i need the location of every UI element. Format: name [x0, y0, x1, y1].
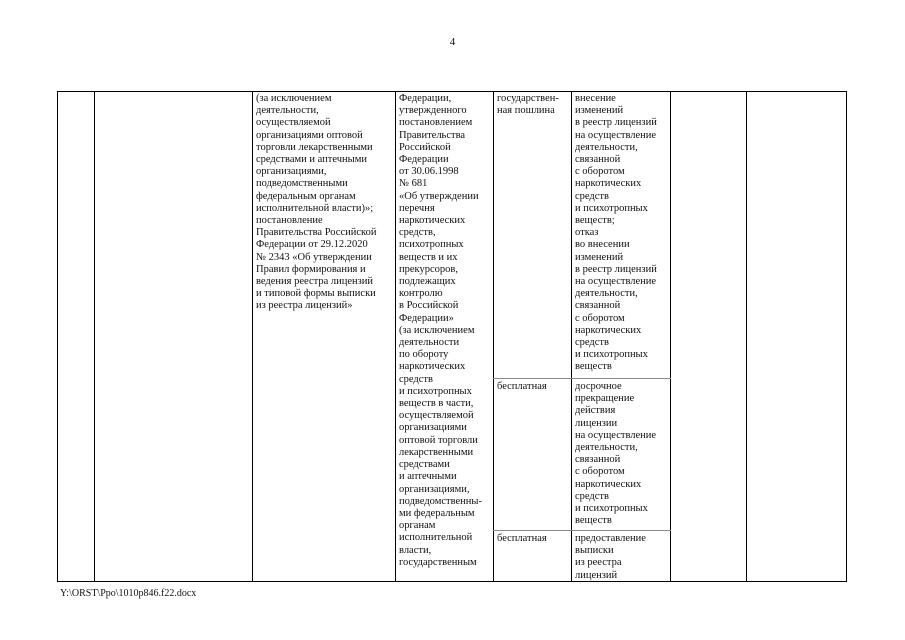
table-top-border	[57, 91, 847, 92]
column-border	[94, 91, 95, 582]
document-table	[57, 91, 847, 582]
action-cell: предоставление выписки из реестра лицензий	[575, 533, 646, 581]
fee-cell: государствен- ная пошлина	[497, 93, 559, 117]
column-border	[571, 91, 572, 582]
row-separator	[493, 378, 671, 379]
fee-cell: бесплатная	[497, 381, 547, 392]
action-cell: досрочное прекращение действия лицензии на осуществление деятельности, связанной с оборотом наркотических средств и психотропных веществ	[575, 381, 657, 527]
legal-basis-cell: (за исключением деятельности, осуществляемой организациями оптовой торговли лекарственными средствами и аптечными организациями, подведомственными федеральным органам исполнительной власти)»; постановление Правительства Российской Федерации от 29.12.2020 № 2343 «Об утверждении Правил формирования и ведения реестра лицензий и типовой формы выписки из реестра лицензий»	[256, 93, 377, 312]
fee-cell: бесплатная	[497, 533, 547, 544]
column-border	[746, 91, 747, 582]
column-border	[493, 91, 494, 582]
table-bottom-border	[57, 581, 847, 582]
legal-basis-cell-2: Федерации, утвержденного постановлением Правительства Российской Федерации от 30.06.1998 № 681 «Об утверждении перечня наркотических средств, психотропных веществ и их прекурсоров, подлежащих контролю в Российской Федерации» (за исключением деятельности по обороту наркотических средств и психотропных веществ в части, осуществляемой организациями оптовой торговли лекарственными средствами и аптечными организациями, подведомственны- ми федеральным органам исполнительной власти, государственным	[399, 93, 482, 568]
page-number: 4	[449, 36, 456, 48]
action-cell: внесение изменений в реестр лицензий на осуществление деятельности, связанной с оборотом наркотических средств и психотропных веществ; отказ во внесении изменений в реестр лицензий на осуществление деятельности, связанной с оборотом наркотических средств и психотропных веществ	[575, 93, 657, 373]
column-border	[57, 91, 58, 582]
column-border	[252, 91, 253, 582]
column-border	[670, 91, 671, 582]
column-border	[846, 91, 847, 582]
footer-file-path: Y:\ORST\Ppo\1010p846.f22.docx	[60, 588, 197, 599]
column-border	[395, 91, 396, 582]
row-separator	[493, 530, 671, 531]
